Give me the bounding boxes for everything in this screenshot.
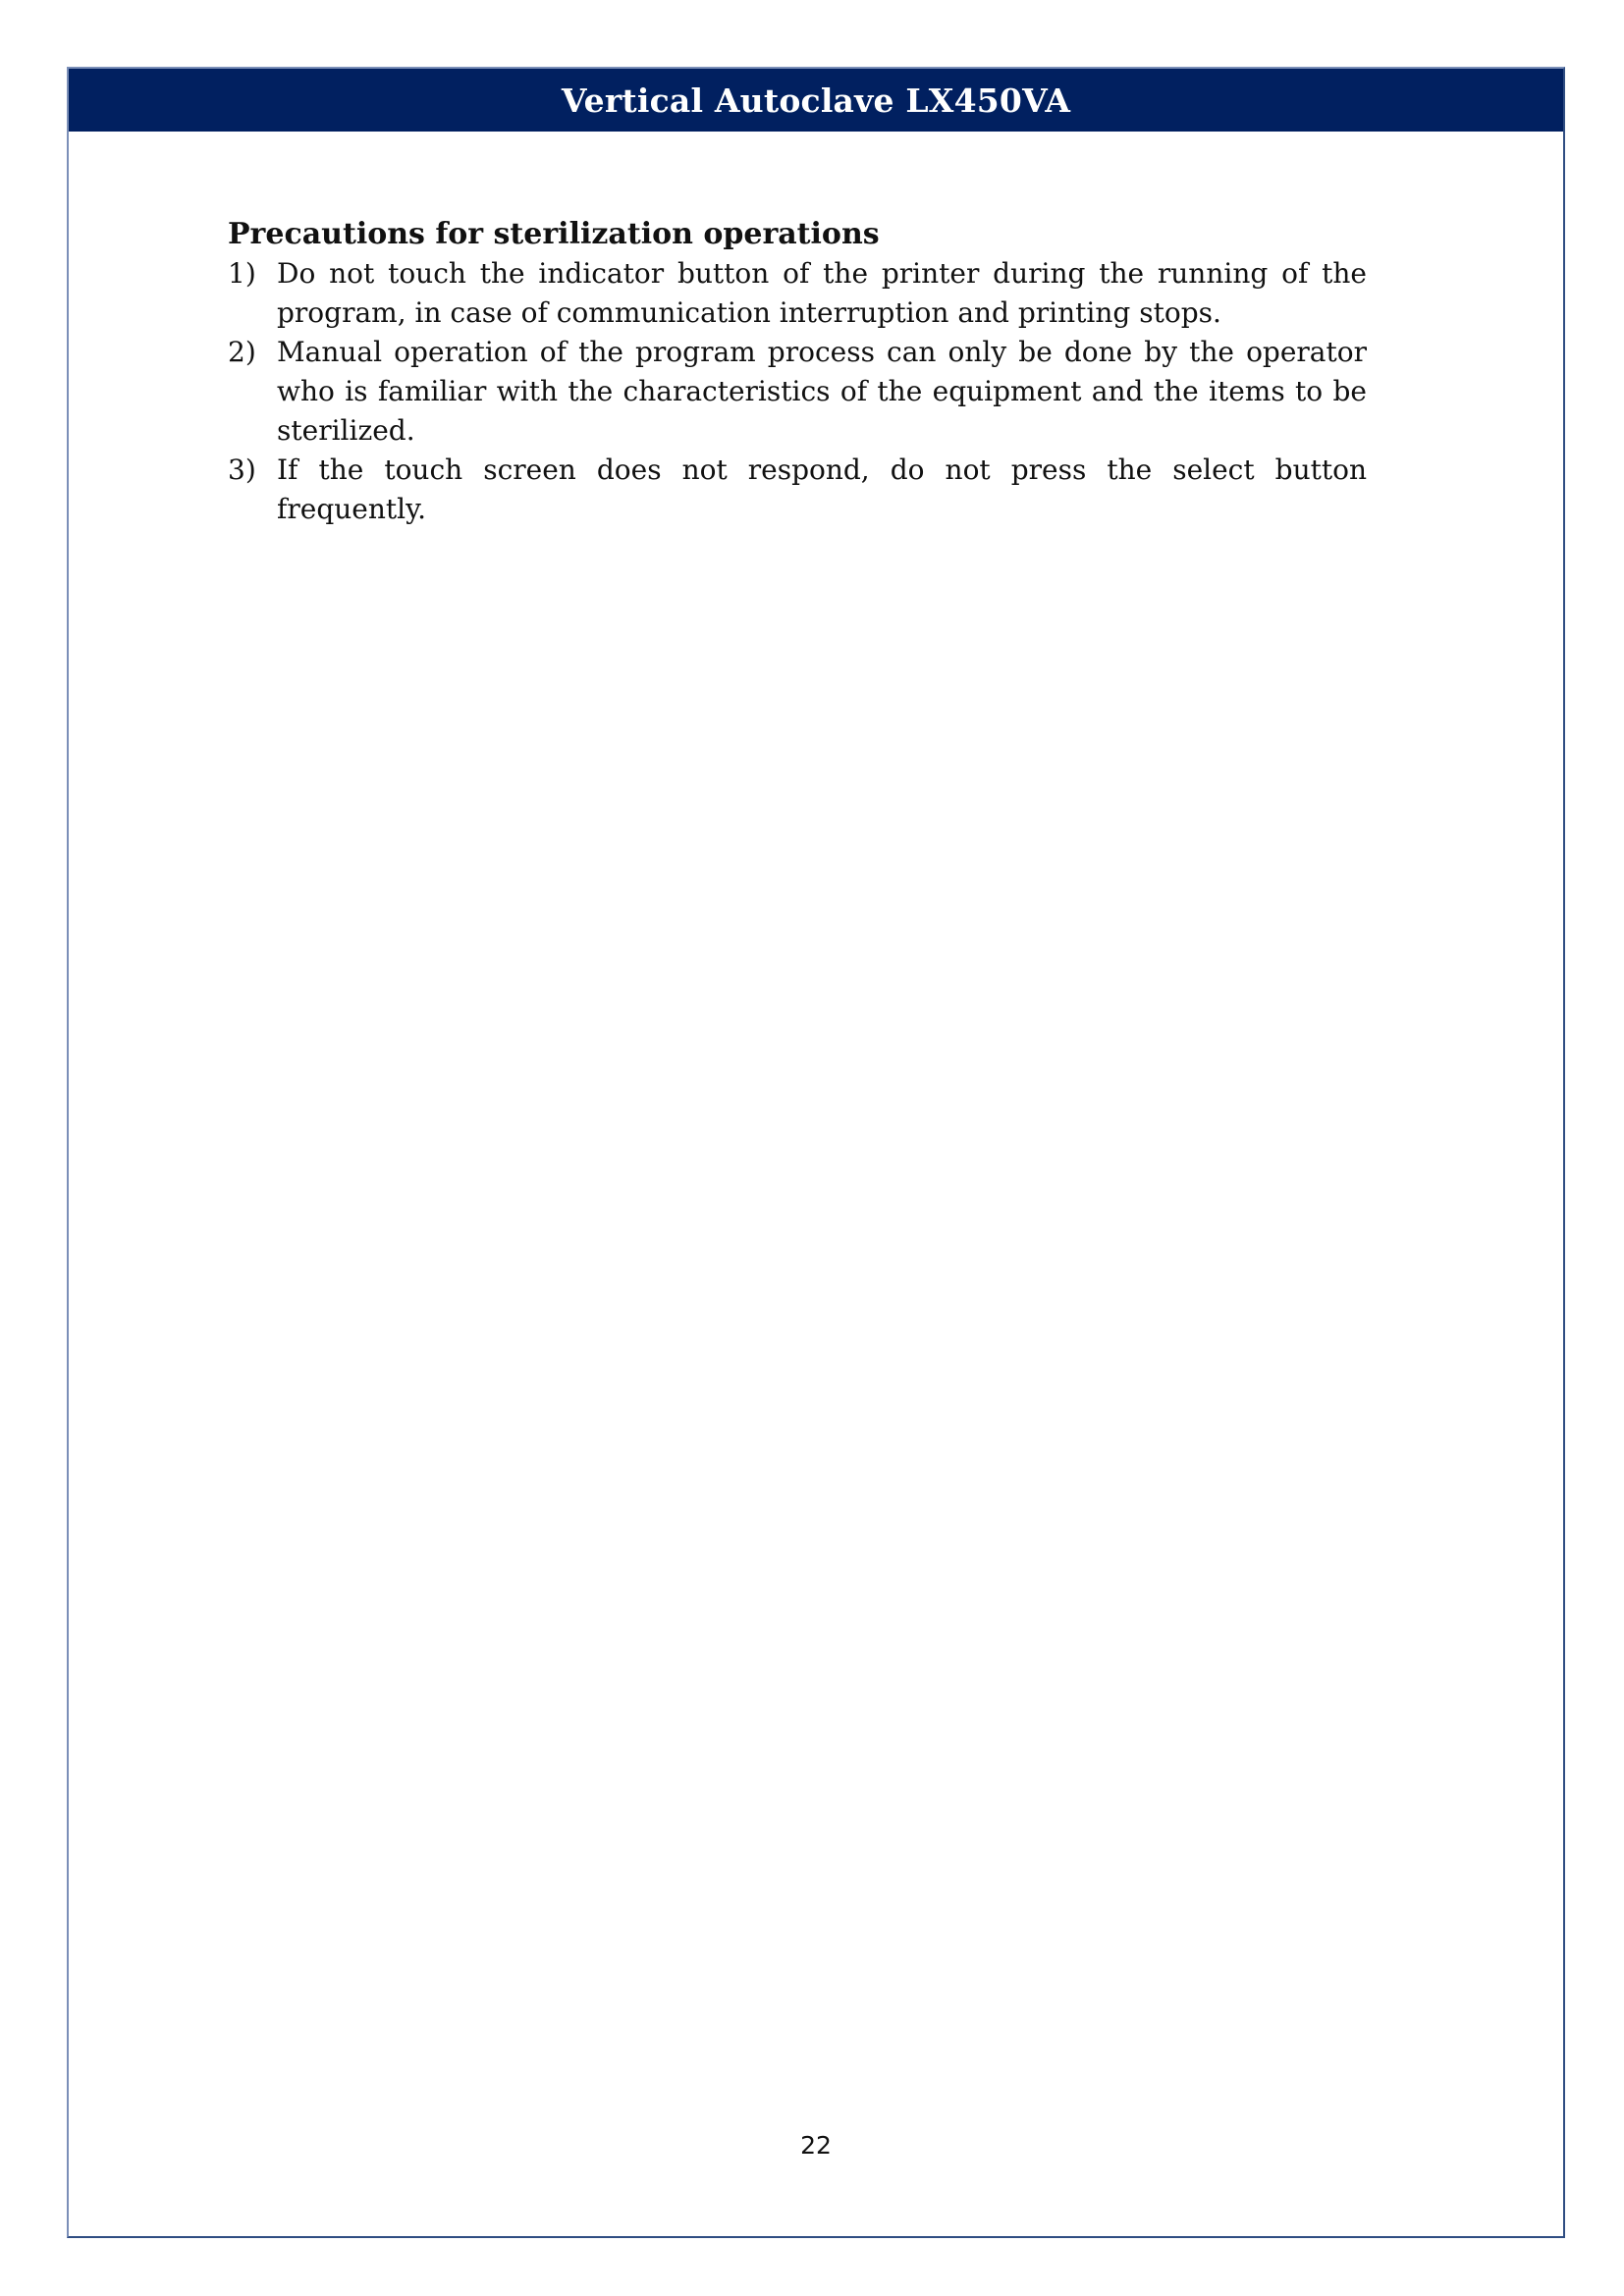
page-number: 22 bbox=[800, 2131, 832, 2160]
precaution-list bbox=[228, 254, 1367, 529]
document-title: Vertical Autoclave LX450VA bbox=[561, 80, 1071, 120]
header-bar bbox=[69, 69, 1563, 132]
list-item-number: 3) bbox=[228, 454, 256, 486]
list-item bbox=[228, 333, 1367, 451]
precautions-section bbox=[228, 215, 1367, 529]
list-item bbox=[228, 451, 1367, 529]
section-heading: Precautions for sterilization operations bbox=[228, 217, 880, 251]
list-item-text: Do not touch the indicator button of the printer during the running of the program, in case of communication interruption and printing stops. bbox=[277, 257, 1367, 329]
list-item-text: Manual operation of the program process can only be done by the operator who is familiar with the characteristics of the equipment and the items to be sterilized. bbox=[277, 336, 1367, 447]
list-item-number: 2) bbox=[228, 336, 256, 368]
list-item bbox=[228, 254, 1367, 333]
list-item-number: 1) bbox=[228, 257, 256, 290]
list-item-text: If the touch screen does not respond, do not press the select button frequently. bbox=[277, 454, 1367, 525]
